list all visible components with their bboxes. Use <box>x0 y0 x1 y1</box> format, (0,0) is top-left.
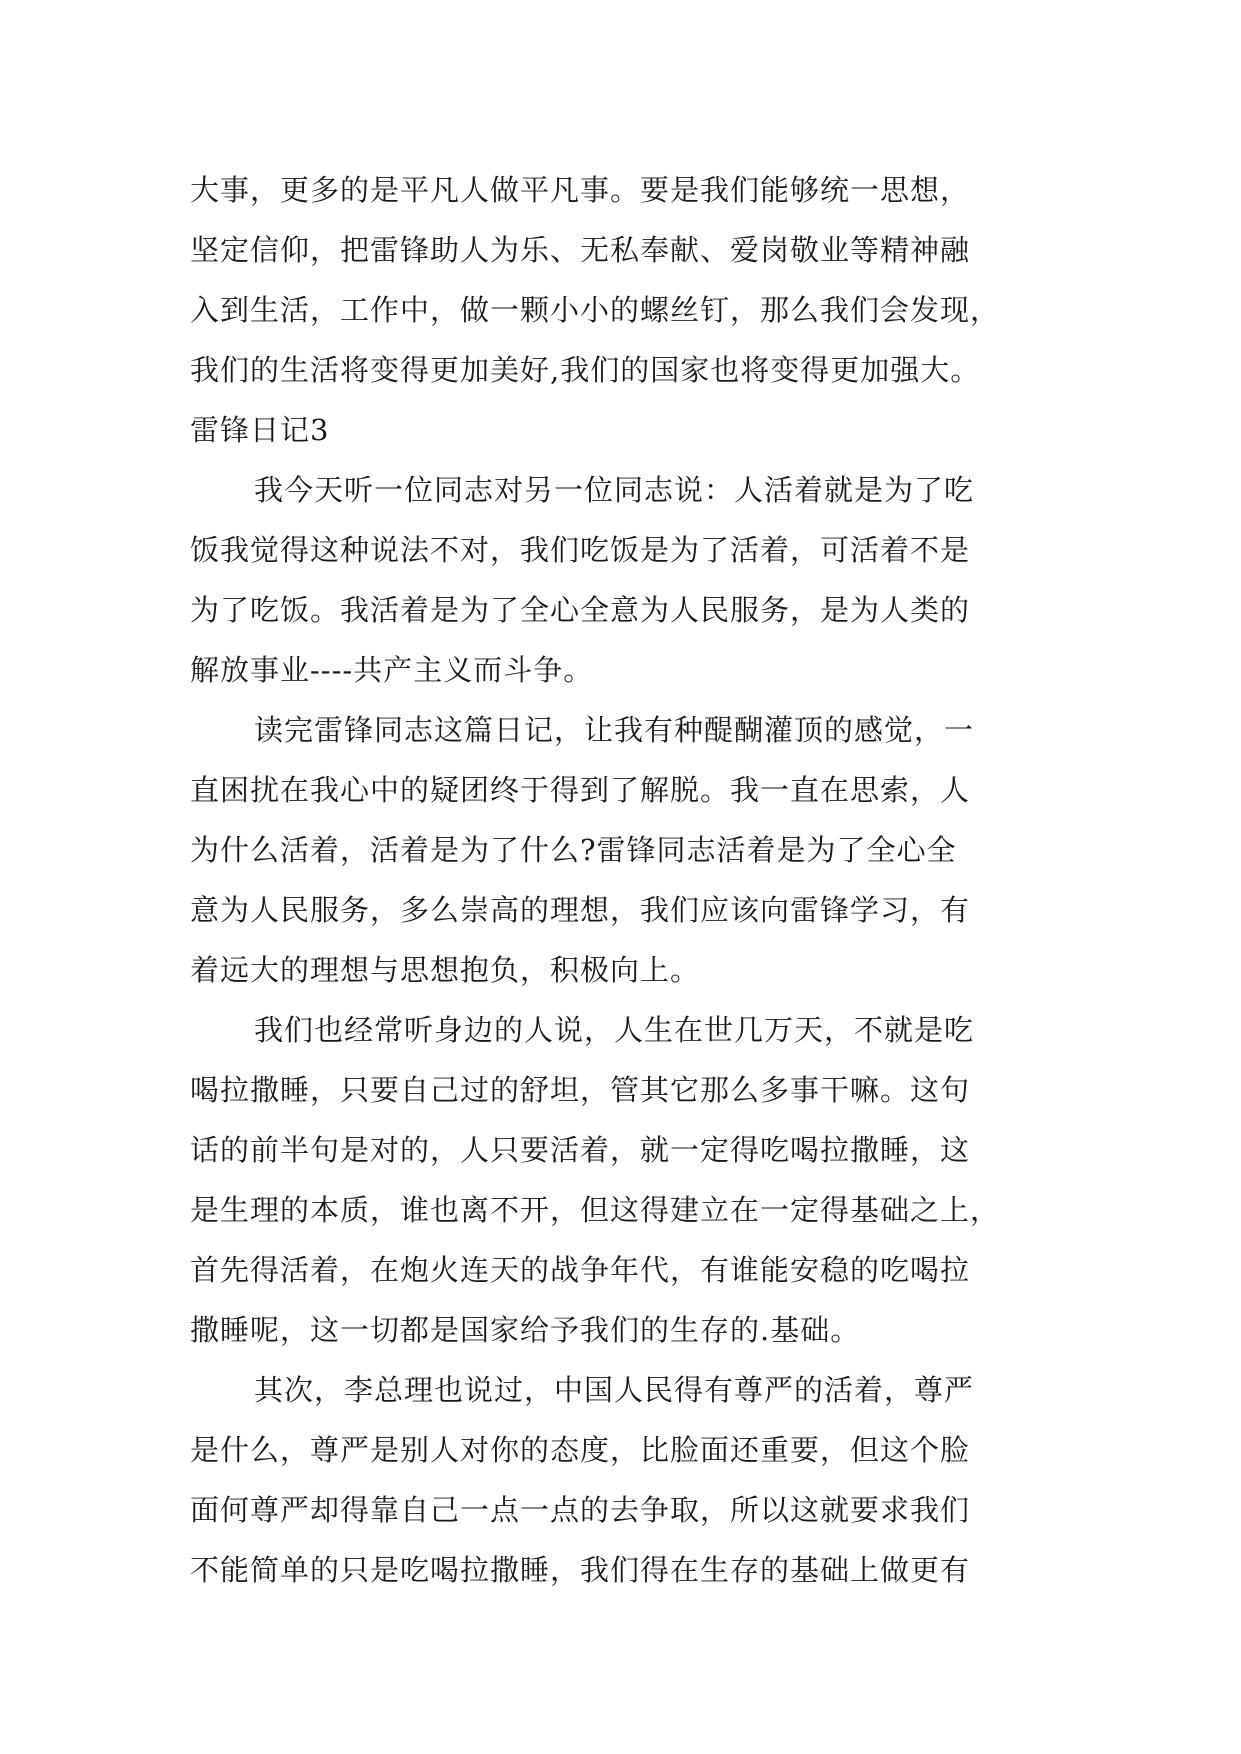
paragraph-reflection-3: 其次，李总理也说过，中国人民得有尊严的活着，尊严 是什么，尊严是别人对你的态度，比脸面还重要，但这个脸 面何尊严却得靠自己一点一点的去争取，所以这就要求我们 不能简单的只是吃喝拉撒睡，我们得在生存的基础上做更有 <box>190 1373 975 1587</box>
document-body <box>190 160 1058 1600</box>
paragraph-reflection-2: 我们也经常听身边的人说，人生在世几万天，不就是吃 喝拉撒睡，只要自己过的舒坦，管其它那么多事干嘛。这句 话的前半句是对的，人只要活着，就一定得吃喝拉撒睡，这 是生理的本质，谁也离不开，但这得建立在一定得基础之上， 首先得活着，在炮火连天的战争年代，有谁能安稳的吃喝拉 撒睡呢，这一切都是国家给予我们的生存的.基础。 <box>190 1013 1001 1347</box>
paragraph-reflection-1: 读完雷锋同志这篇日记，让我有种醍醐灌顶的感觉，一 直困扰在我心中的疑团终于得到了解脱。我一直在思索，人 为什么活着，活着是为了什么?雷锋同志活着是为了全心全 意为人民服务，多么崇高的理想，我们应该向雷锋学习，有 着远大的理想与思想抱负，积极向上。 <box>190 713 975 987</box>
paragraph-continuation: 大事，更多的是平凡人做平凡事。要是我们能够统一思想， 坚定信仰，把雷锋助人为乐、无私奉献、爱岗敬业等精神融 入到生活，工作中，做一颗小小的螺丝钉，那么我们会发现， 我们的生活将变得更加美好,我们的国家也将变得更加强大。 <box>190 173 1001 387</box>
section-heading: 雷锋日记3 <box>190 413 330 447</box>
paragraph-diary-quote: 我今天听一位同志对另一位同志说：人活着就是为了吃 饭我觉得这种说法不对，我们吃饭是为了活着，可活着不是 为了吃饭。我活着是为了全心全意为人民服务，是为人类的 解放事业----共产主义而斗争。 <box>190 473 975 687</box>
